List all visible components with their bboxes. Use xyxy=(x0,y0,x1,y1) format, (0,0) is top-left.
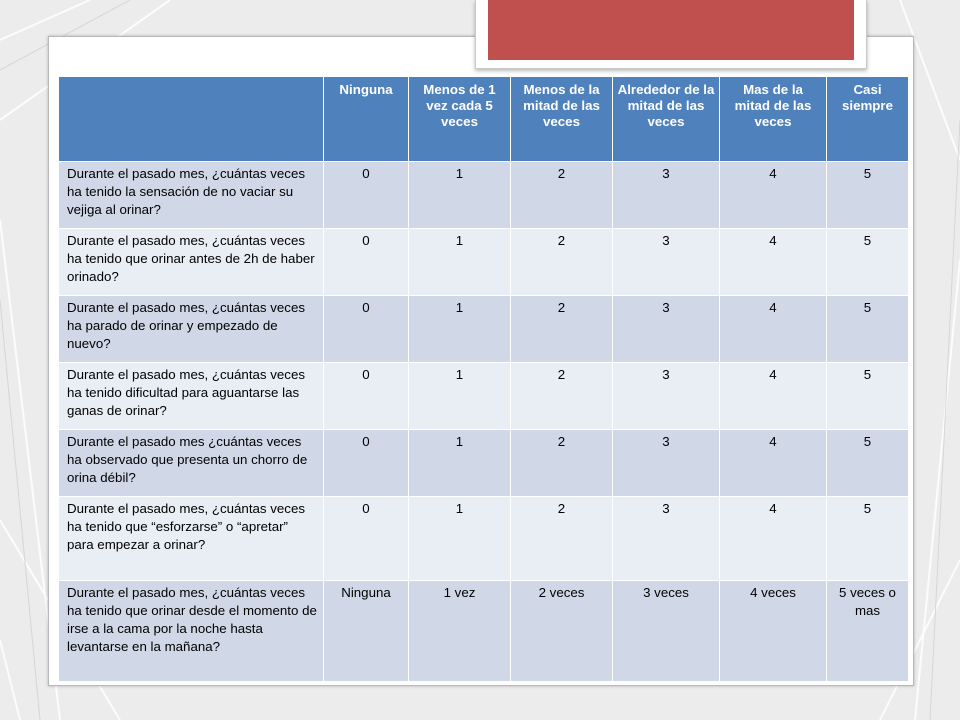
score-cell: 1 xyxy=(409,229,511,296)
score-cell: 4 xyxy=(720,229,827,296)
symptom-score-table xyxy=(58,76,909,682)
column-header xyxy=(59,77,324,162)
score-cell: 4 xyxy=(720,430,827,497)
table-row xyxy=(59,162,909,229)
accent-bar xyxy=(488,0,854,60)
question-cell: Durante el pasado mes, ¿cuántas veces ha tenido la sensación de no vaciar su vejiga al orinar? xyxy=(59,162,324,229)
score-cell: 1 xyxy=(409,430,511,497)
question-cell: Durante el pasado mes, ¿cuántas veces ha tenido que orinar antes de 2h de haber orinado? xyxy=(59,229,324,296)
question-cell: Durante el pasado mes, ¿cuántas veces ha parado de orinar y empezado de nuevo? xyxy=(59,296,324,363)
score-cell: 3 xyxy=(613,162,720,229)
score-cell: 0 xyxy=(324,430,409,497)
table-row xyxy=(59,581,909,682)
score-cell: 3 xyxy=(613,497,720,581)
score-cell: 1 xyxy=(409,363,511,430)
column-header: Menos de la mitad de las veces xyxy=(511,77,613,162)
score-cell: 2 xyxy=(511,296,613,363)
score-cell: 0 xyxy=(324,229,409,296)
frequency-cell: 1 vez xyxy=(409,581,511,682)
question-cell: Durante el pasado mes, ¿cuántas veces ha tenido dificultad para aguantarse las ganas de orinar? xyxy=(59,363,324,430)
score-cell: 0 xyxy=(324,363,409,430)
frequency-cell: 2 veces xyxy=(511,581,613,682)
score-cell: 4 xyxy=(720,363,827,430)
score-cell: 1 xyxy=(409,162,511,229)
table-row xyxy=(59,430,909,497)
score-cell: 2 xyxy=(511,363,613,430)
column-header: Menos de 1 vez cada 5 veces xyxy=(409,77,511,162)
score-cell: 4 xyxy=(720,296,827,363)
score-cell: 5 xyxy=(827,363,909,430)
question-cell: Durante el pasado mes ¿cuántas veces ha observado que presenta un chorro de orina débil? xyxy=(59,430,324,497)
column-header: Casi siempre xyxy=(827,77,909,162)
score-cell: 0 xyxy=(324,162,409,229)
score-cell: 2 xyxy=(511,229,613,296)
score-cell: 3 xyxy=(613,229,720,296)
score-cell: 5 xyxy=(827,229,909,296)
question-cell: Durante el pasado mes, ¿cuántas veces ha tenido que “esforzarse” o “apretar” para empezar a orinar? xyxy=(59,497,324,581)
score-cell: 2 xyxy=(511,430,613,497)
table-row xyxy=(59,497,909,581)
score-cell: 1 xyxy=(409,497,511,581)
score-cell: 4 xyxy=(720,497,827,581)
column-header: Ninguna xyxy=(324,77,409,162)
score-cell: 1 xyxy=(409,296,511,363)
column-header: Alrededor de la mitad de las veces xyxy=(613,77,720,162)
score-cell: 3 xyxy=(613,296,720,363)
table-row xyxy=(59,296,909,363)
score-cell: 0 xyxy=(324,497,409,581)
score-cell: 0 xyxy=(324,296,409,363)
score-cell: 5 xyxy=(827,162,909,229)
column-header: Mas de la mitad de las veces xyxy=(720,77,827,162)
score-cell: 5 xyxy=(827,497,909,581)
score-cell: 5 xyxy=(827,296,909,363)
question-cell: Durante el pasado mes, ¿cuántas veces ha tenido que orinar desde el momento de irse a la cama por la noche hasta levantarse en la mañana? xyxy=(59,581,324,682)
score-cell: 2 xyxy=(511,497,613,581)
frequency-cell: 3 veces xyxy=(613,581,720,682)
score-cell: 5 xyxy=(827,430,909,497)
score-cell: 2 xyxy=(511,162,613,229)
table-row xyxy=(59,363,909,430)
frequency-cell: 5 veces o mas xyxy=(827,581,909,682)
score-cell: 3 xyxy=(613,363,720,430)
table-row xyxy=(59,229,909,296)
score-cell: 3 xyxy=(613,430,720,497)
frequency-cell: 4 veces xyxy=(720,581,827,682)
score-cell: 4 xyxy=(720,162,827,229)
table-header-row xyxy=(59,77,909,162)
frequency-cell: Ninguna xyxy=(324,581,409,682)
